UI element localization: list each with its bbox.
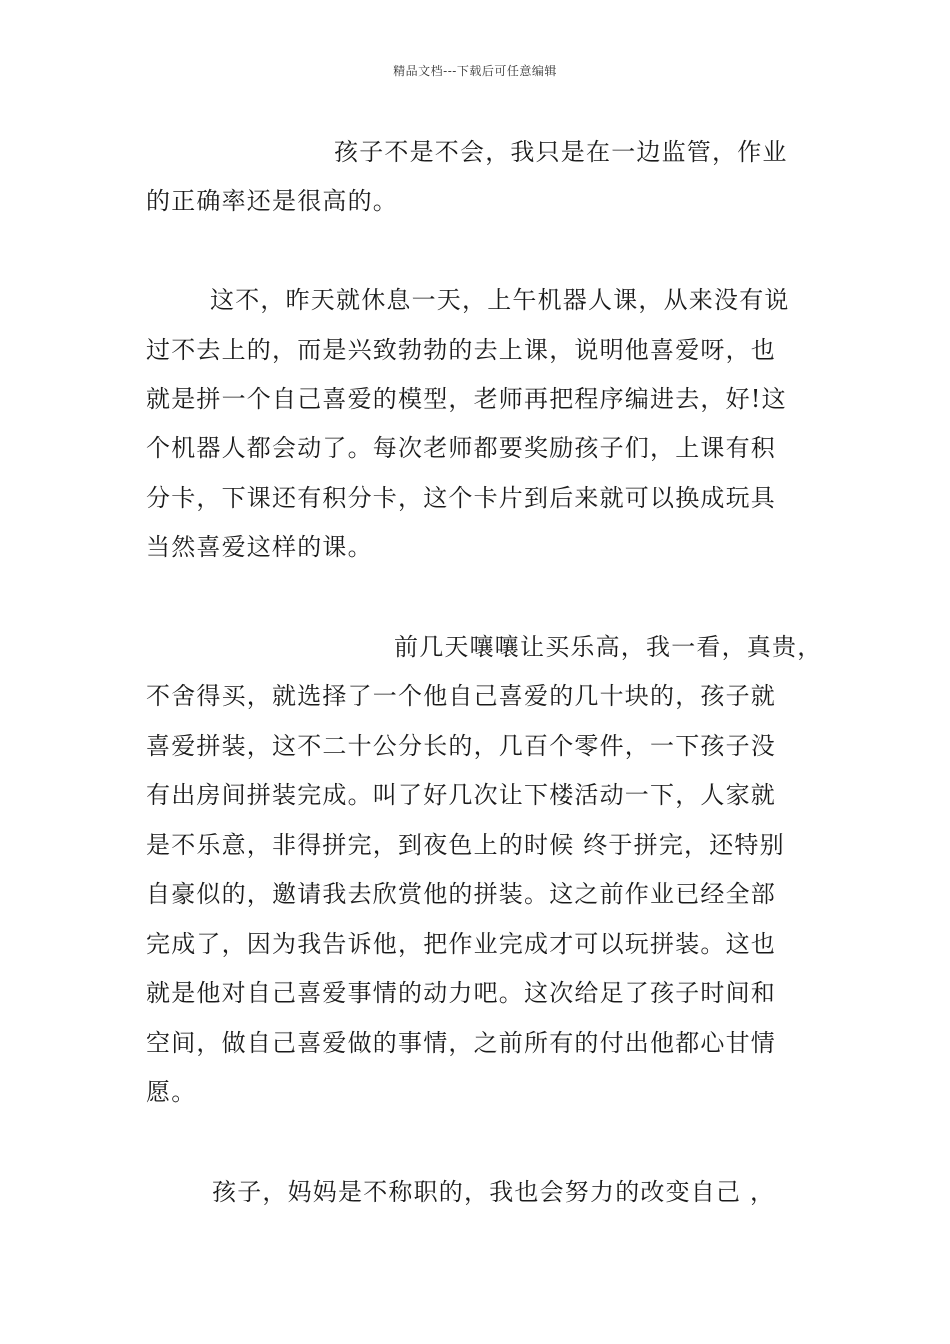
paragraph-2-line-3: 就是拼一个自己喜爱的模型，老师再把程序编进去，好!这 [146, 385, 787, 413]
paragraph-3-line-9: 空间，做自己喜爱做的事情，之前所有的付出他都心甘情 [146, 1029, 776, 1057]
paragraph-3-line-7: 完成了，因为我告诉他，把作业完成才可以玩拼装。这也 [146, 930, 776, 958]
paragraph-3-line-5: 是不乐意，非得拼完，到夜色上的时候 终于拼完，还特别 [146, 831, 785, 859]
paragraph-3-line-8: 就是他对自己喜爱事情的动力吧。这次给足了孩子时间和 [146, 979, 776, 1007]
paragraph-2-line-4: 个机器人都会动了。每次老师都要奖励孩子们，上课有积 [146, 434, 776, 462]
paragraph-3-line-3: 喜爱拼装，这不二十公分长的，几百个零件，一下孩子没 [146, 732, 776, 760]
paragraph-3-line-2: 不舍得买，就选择了一个他自己喜爱的几十块的，孩子就 [146, 682, 776, 710]
paragraph-3-line-1: 前几天嚷嚷让买乐高，我一看，真贵， [394, 633, 823, 661]
paragraph-3-line-10: 愿。 [146, 1078, 197, 1106]
paragraph-2-line-2: 过不去上的，而是兴致勃勃的去上课，说明他喜爱呀，也 [146, 336, 776, 364]
page-header: 精品文档---下载后可任意编辑 [393, 64, 557, 78]
paragraph-3-line-6: 自豪似的，邀请我去欣赏他的拼装。这之前作业已经全部 [146, 880, 776, 908]
paragraph-2-line-5: 分卡，下课还有积分卡，这个卡片到后来就可以换成玩具 [146, 484, 776, 512]
paragraph-2-line-6: 当然喜爱这样的课。 [146, 533, 373, 561]
paragraph-3-line-4: 有出房间拼装完成。叫了好几次让下楼活动一下，人家就 [146, 781, 776, 809]
paragraph-1-line-1: 孩子不是不会，我只是在一边监管，作业 [334, 138, 788, 166]
paragraph-1-line-2: 的正确率还是很高的。 [146, 187, 398, 215]
paragraph-2-line-1: 这不，昨天就休息一天，上午机器人课，从来没有说 [210, 286, 790, 314]
paragraph-4-line-1: 孩子，妈妈是不称职的，我也会努力的改变自己 ， [212, 1178, 776, 1206]
